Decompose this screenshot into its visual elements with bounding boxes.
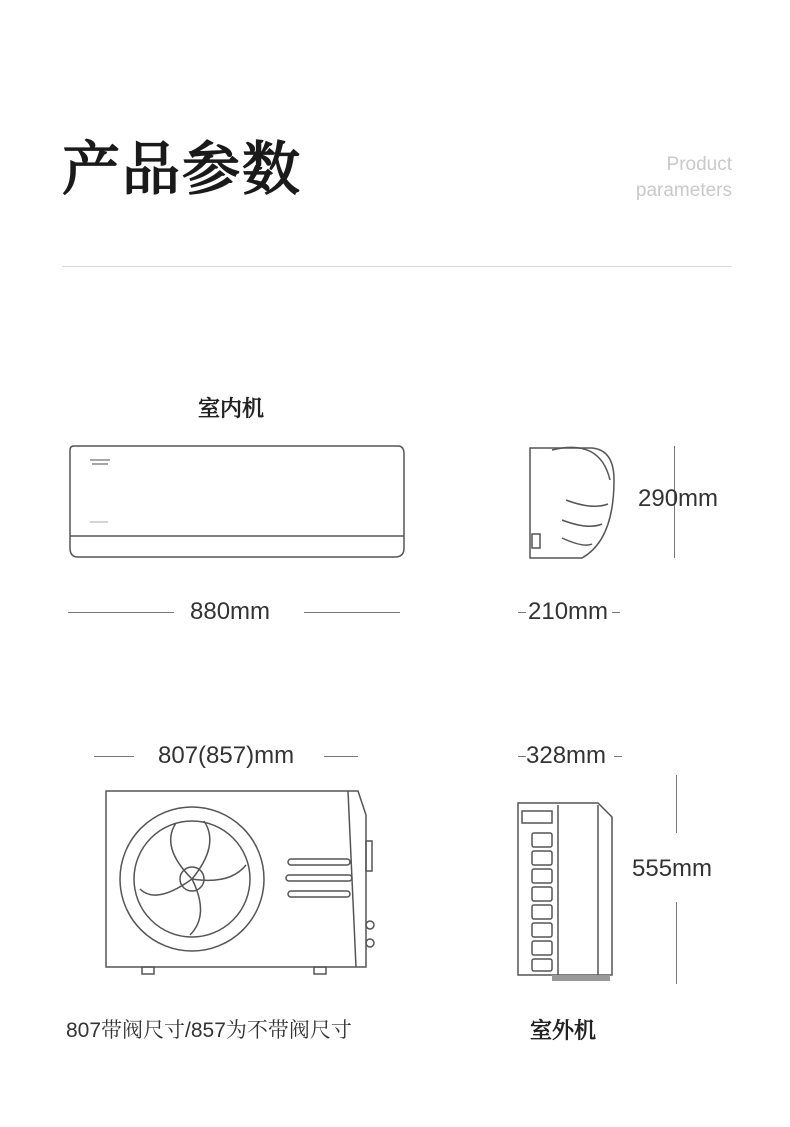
indoor-depth-line-right xyxy=(612,612,620,613)
indoor-width-dimension: 880mm xyxy=(190,598,271,625)
outdoor-depth-dimension: 328mm xyxy=(526,742,607,769)
indoor-depth-line-left xyxy=(518,612,526,613)
indoor-height-dimension: 290mm xyxy=(638,485,719,512)
indoor-unit-front-illustration xyxy=(60,440,412,565)
outdoor-width-line-left xyxy=(94,756,134,757)
indoor-depth-dimension: 210mm xyxy=(528,598,609,625)
page-subtitle xyxy=(636,152,732,204)
outdoor-depth-line-right xyxy=(614,756,622,757)
header-divider xyxy=(62,266,732,267)
outdoor-height-line-top xyxy=(676,775,677,833)
outdoor-unit-side-illustration xyxy=(512,795,622,990)
indoor-width-line-left xyxy=(68,612,174,613)
outdoor-height-line-bottom xyxy=(676,902,677,984)
outdoor-depth-line-left xyxy=(518,756,526,757)
indoor-unit-label: 室内机 xyxy=(198,397,265,422)
subtitle-line-2: parameters xyxy=(635,180,732,201)
page-title: 产品参数 xyxy=(62,135,303,203)
outdoor-height-dimension: 555mm xyxy=(632,855,713,882)
indoor-width-line-right xyxy=(304,612,400,613)
outdoor-width-line-right xyxy=(324,756,358,757)
outdoor-unit-front-illustration xyxy=(100,785,380,980)
outdoor-unit-label: 室外机 xyxy=(530,1019,597,1044)
indoor-unit-side-illustration xyxy=(522,440,622,565)
outdoor-valve-note: 807带阀尺寸/857为不带阀尺寸 xyxy=(66,1019,352,1042)
subtitle-line-1: Product xyxy=(666,154,732,175)
outdoor-width-dimension: 807(857)mm xyxy=(158,742,295,769)
